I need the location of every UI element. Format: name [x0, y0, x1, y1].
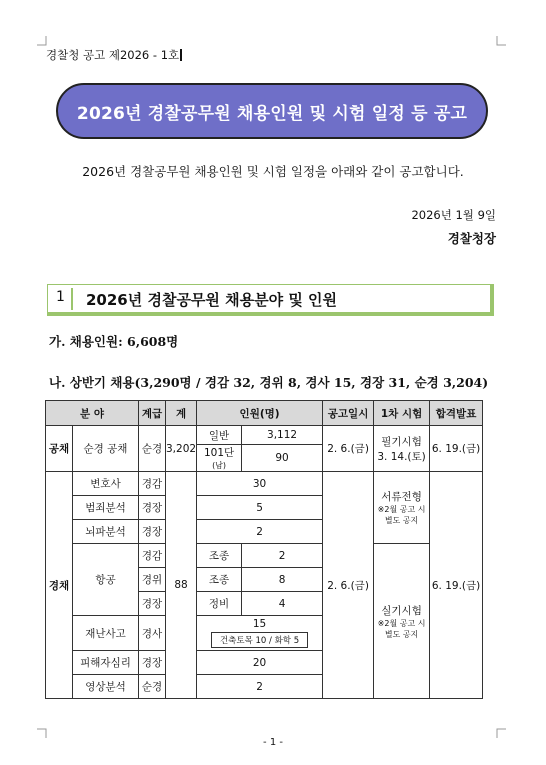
sub-label: 101단: [203, 447, 235, 459]
category-gyeongchae: 경채: [46, 472, 73, 699]
total-hiring-line: 가. 채용인원: 6,608명: [49, 334, 179, 349]
rank-cell: 경장: [139, 496, 166, 520]
header-first-exam: 1차 시험: [374, 401, 430, 426]
notice-reference: [46, 47, 182, 63]
exam-note: 별도 공지: [384, 629, 419, 639]
field-cell: 영상분석: [73, 675, 139, 699]
field-cell: 재난사고: [73, 616, 139, 651]
exam-note: ※2월 공고 시: [377, 505, 426, 514]
count-detail: 건축토목 10 / 화학 5: [211, 632, 308, 648]
count-cell: 4: [242, 592, 323, 616]
rank-cell: 순경: [139, 426, 166, 472]
field-cell: 변호사: [73, 472, 139, 496]
sub-label-note: (남): [212, 461, 227, 470]
header-rank: 계급: [139, 401, 166, 426]
rank-cell: 경위: [139, 568, 166, 592]
notice-date-cell: 2. 6.(금): [323, 426, 374, 472]
field-cell: 뇌파분석: [73, 520, 139, 544]
header-count: 인원(명): [197, 401, 323, 426]
corner-mark-tr: [496, 36, 506, 46]
result-date-cell: 6. 19.(금): [430, 426, 483, 472]
section-title: 2026년 경찰공무원 채용분야 및 인원: [86, 291, 338, 309]
sub-label-cell: 조종: [197, 568, 242, 592]
count-cell: [197, 616, 323, 651]
count-cell: 90: [242, 445, 323, 472]
rank-cell: 경장: [139, 651, 166, 675]
header-notice-date: 공고일시: [323, 401, 374, 426]
table-row: [46, 472, 483, 496]
category-gongchae: 공채: [46, 426, 73, 472]
issuing-agency: 경찰청장: [447, 231, 496, 246]
notice-date: 2026년 1월 9일: [411, 208, 496, 222]
sub-label-cell: 조종: [197, 544, 242, 568]
sub-label-cell: 일반: [197, 426, 242, 445]
rank-cell: 경사: [139, 616, 166, 651]
sub-label-cell: [197, 445, 242, 472]
table-header-row: [46, 401, 483, 426]
exam-note: ※2월 공고 시: [377, 618, 426, 628]
exam-cell: [374, 472, 430, 544]
exam-type: 실기시험: [381, 604, 422, 617]
text-cursor: [180, 49, 182, 61]
header-field: 분 야: [46, 401, 139, 426]
section-number: 1: [56, 289, 65, 305]
page-number: - 1 -: [263, 737, 283, 748]
rank-cell: 경장: [139, 520, 166, 544]
rank-cell: 순경: [139, 675, 166, 699]
section-header: [47, 284, 494, 316]
rank-cell: 경감: [139, 472, 166, 496]
field-cell: 범죄분석: [73, 496, 139, 520]
count-cell: 2: [197, 675, 323, 699]
exam-cell: [374, 426, 430, 472]
intro-text: 2026년 경찰공무원 채용인원 및 시험 일정을 아래와 같이 공고합니다.: [82, 164, 464, 179]
count-value: 15: [252, 618, 267, 630]
table-row: [46, 544, 483, 568]
count-cell: 2: [197, 520, 323, 544]
header-result: 합격발표: [430, 401, 483, 426]
hiring-table: [45, 400, 483, 699]
document-title: 2026년 경찰공무원 채용인원 및 시험 일정 등 공고: [56, 83, 488, 139]
table-row: [46, 426, 483, 445]
field-cell: 항공: [73, 544, 139, 616]
exam-date: 3. 14.(토): [377, 450, 426, 463]
total-cell: 88: [166, 472, 197, 699]
total-cell: 3,202: [166, 426, 197, 472]
notice-date-cell: 2. 6.(금): [323, 472, 374, 699]
exam-cell: [374, 544, 430, 699]
exam-type: 필기시험: [381, 435, 422, 448]
count-cell: 2: [242, 544, 323, 568]
count-cell: 30: [197, 472, 323, 496]
result-date-cell: 6. 19.(금): [430, 472, 483, 699]
count-cell: 3,112: [242, 426, 323, 445]
field-cell: 피해자심리: [73, 651, 139, 675]
rank-cell: 경장: [139, 592, 166, 616]
exam-type: 서류전형: [381, 491, 422, 503]
sub-label-cell: 정비: [197, 592, 242, 616]
section-divider: [71, 288, 73, 310]
count-cell: 5: [197, 496, 323, 520]
corner-mark-tl: [37, 36, 47, 46]
exam-note: 별도 공지: [384, 516, 419, 525]
count-cell: 20: [197, 651, 323, 675]
rank-cell: 경감: [139, 544, 166, 568]
header-total: 계: [166, 401, 197, 426]
notice-reference-text: 경찰청 공고 제2026 - 1호: [46, 48, 180, 62]
first-half-hiring-line: 나. 상반기 채용(3,290명 / 경감 32, 경위 8, 경사 15, 경장 31, 순경 3,204): [49, 375, 489, 390]
field-cell: 순경 공채: [73, 426, 139, 472]
count-cell: 8: [242, 568, 323, 592]
